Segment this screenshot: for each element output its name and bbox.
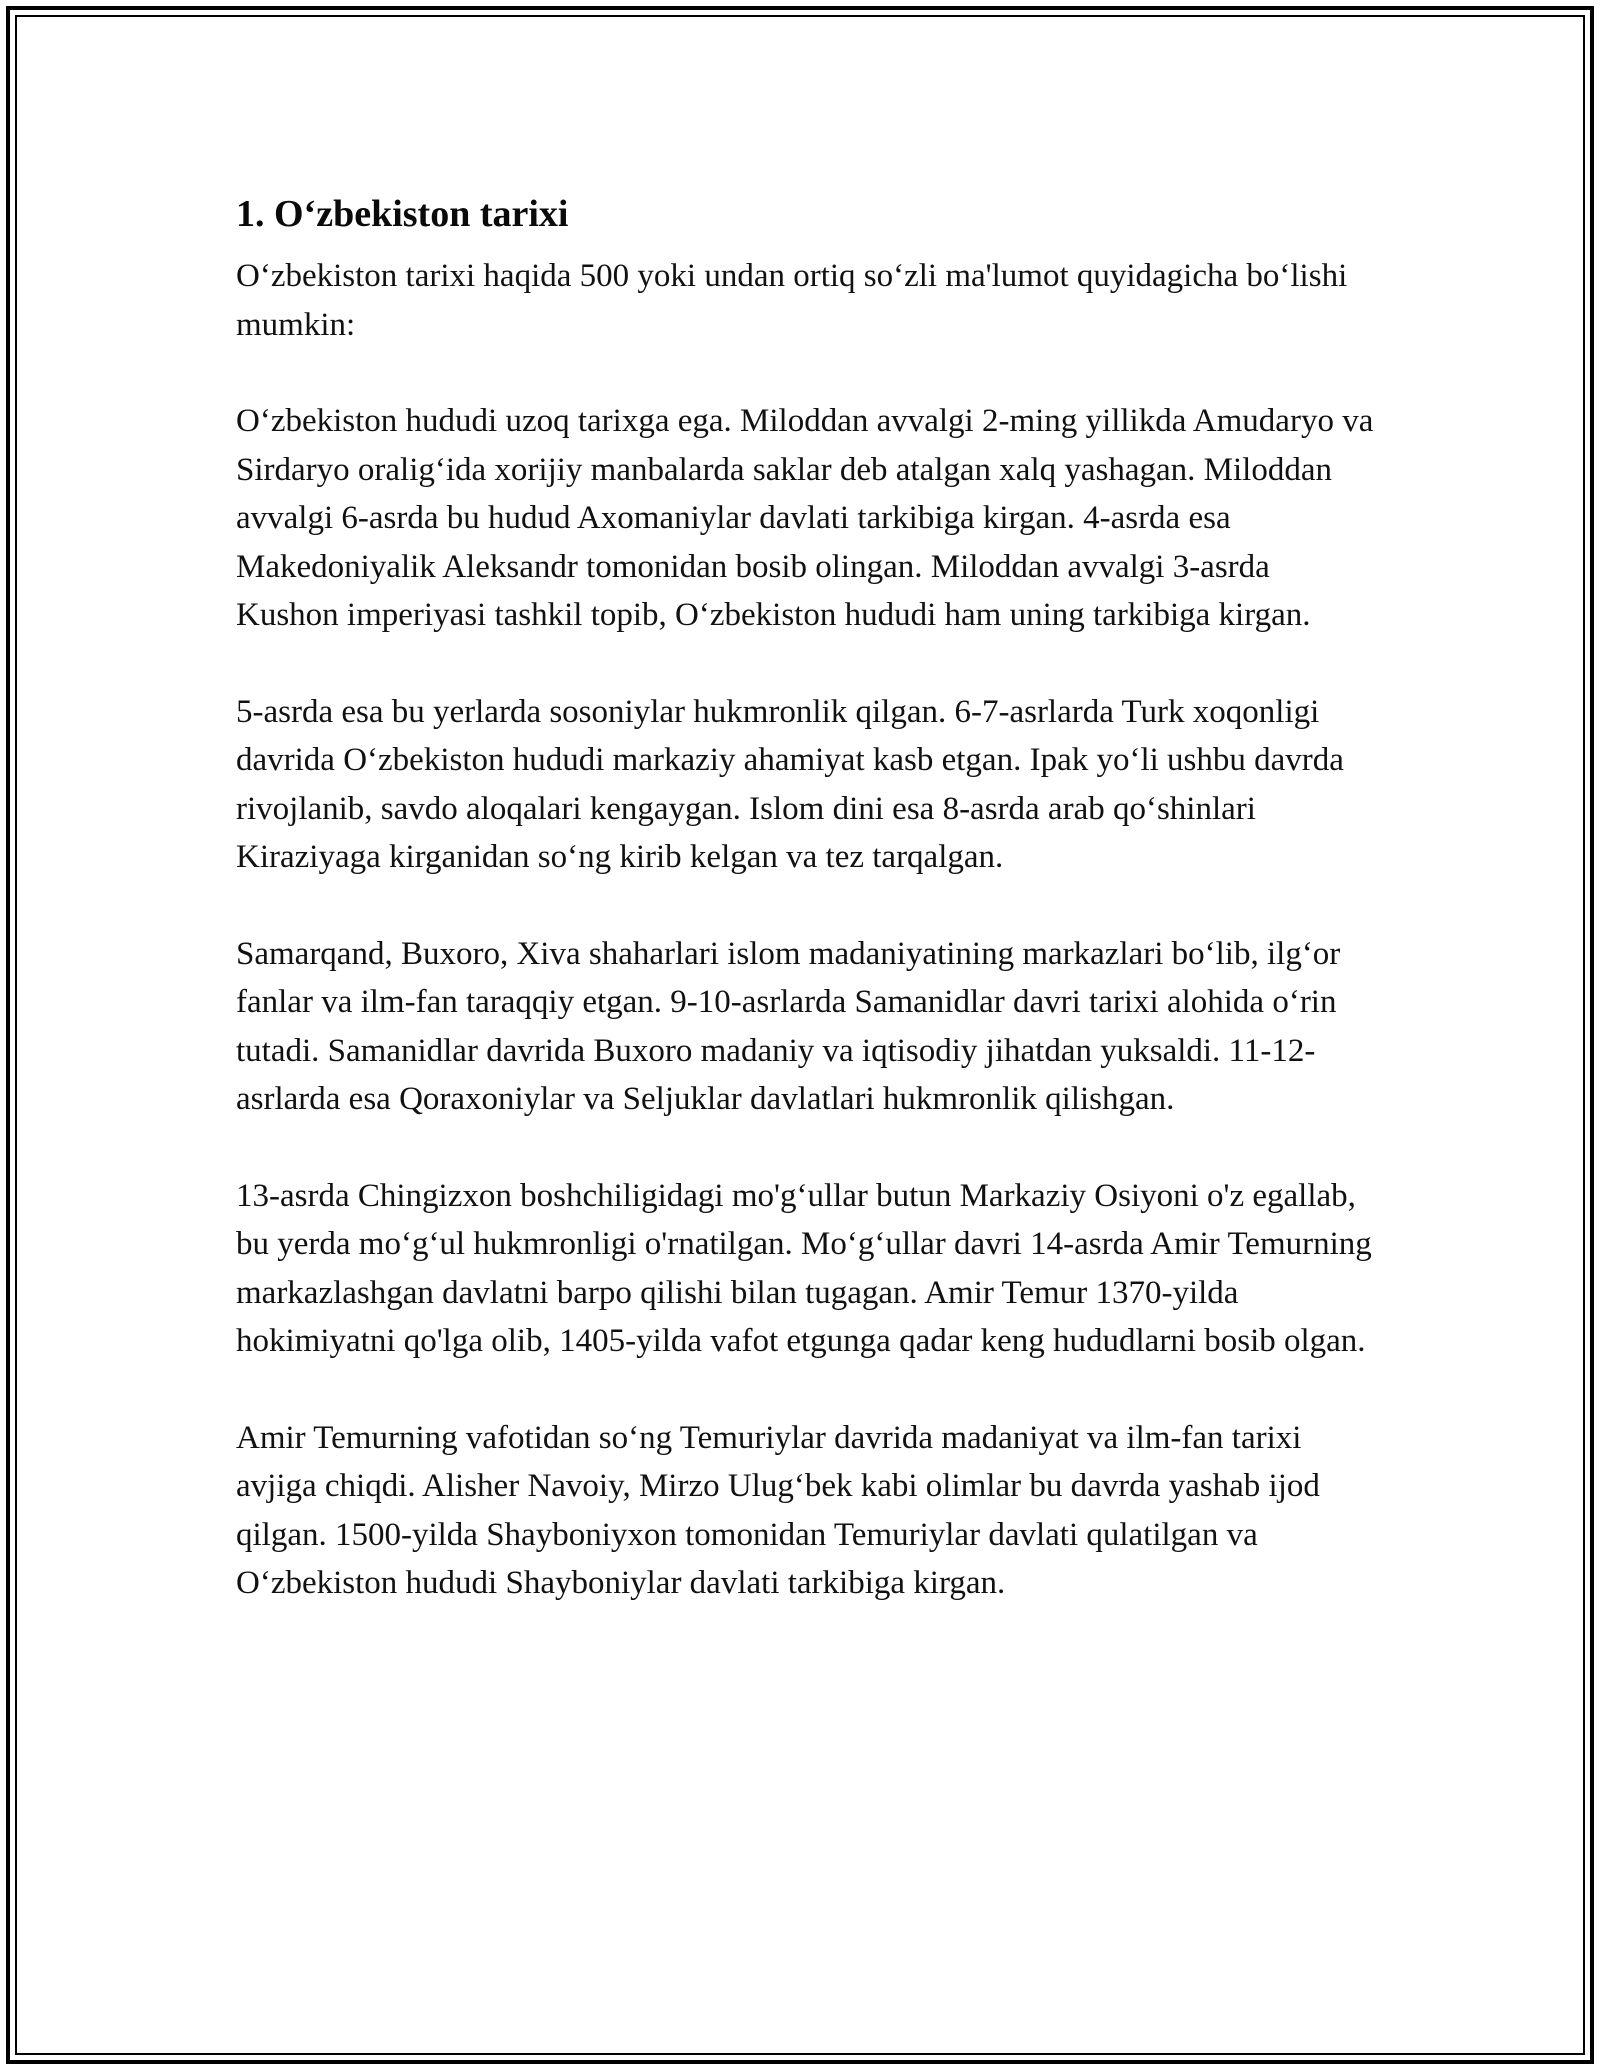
paragraph-1: O‘zbekiston hududi uzoq tarixga ega. Miloddan avvalgi 2-ming yillikda Amudaryo va Sirdaryo oralig‘ida xorijiy manbalarda saklar deb atalgan xalq yashagan. Miloddan avvalgi 6-asrda bu hudud Axomaniylar davlati tarkibiga kirgan. 4-asrda esa Makedoniyalik Aleksandr tomonidan bosib olingan. Miloddan avvalgi 3-asrda Kushon imperiyasi tashkil topib, O‘zbekiston hududi ham uning tarkibiga kirgan. <box>236 403 1374 633</box>
paragraph-2: 5-asrda esa bu yerlarda sosoniylar hukmronlik qilgan. 6-7-asrlarda Turk xoqonligi davrida O‘zbekiston hududi markaziy ahamiyat kasb etgan. Ipak yo‘li ushbu davrda rivojlanib, savdo aloqalari kengaygan. Islom dini esa 8-asrda arab qo‘shinlari Kiraziyaga kirganidan so‘ng kirib kelgan va tez tarqalgan. <box>236 693 1344 875</box>
document-title: 1. O‘zbekiston tarixi <box>236 193 569 235</box>
intro-paragraph: O‘zbekiston tarixi haqida 500 yoki undan ortiq so‘zli ma'lumot quyidagicha bo‘lishi mumkin: <box>236 258 1348 343</box>
document-body <box>236 182 1376 1608</box>
paragraph-4: 13-asrda Chingizxon boshchiligidagi mo'g‘ullar butun Markaziy Osiyoni o'z egallab, bu yerda mo‘g‘ul hukmronligi o'rnatilgan. Mo‘g‘ullar davri 14-asrda Amir Temurning markazlashgan davlatni barpo qilishi bilan tugagan. Amir Temur 1370-yilda hokimiyatni qo'lga olib, 1405-yilda vafot etgunga qadar keng hududlarni bosib olgan. <box>236 1177 1372 1359</box>
paragraph-3: Samarqand, Buxoro, Xiva shaharlari islom madaniyatining markazlari bo‘lib, ilg‘or fanlar va ilm-fan taraqqiy etgan. 9-10-asrlarda Samanidlar davri tarixi alohida o‘rin tutadi. Samanidlar davrida Buxoro madaniy va iqtisodiy jihatdan yuksaldi. 11-12-asrlarda esa Qoraxoniylar va Seljuklar davlatlari hukmronlik qilishgan. <box>236 935 1341 1117</box>
paragraph-5: Amir Temurning vafotidan so‘ng Temuriylar davrida madaniyat va ilm-fan tarixi avjiga chiqdi. Alisher Navoiy, Mirzo Ulug‘bek kabi olimlar bu davrda yashab ijod qilgan. 1500-yilda Shayboniyxon tomonidan Temuriylar davlati qulatilgan va O‘zbekiston hududi Shayboniylar davlati tarkibiga kirgan. <box>236 1419 1320 1601</box>
